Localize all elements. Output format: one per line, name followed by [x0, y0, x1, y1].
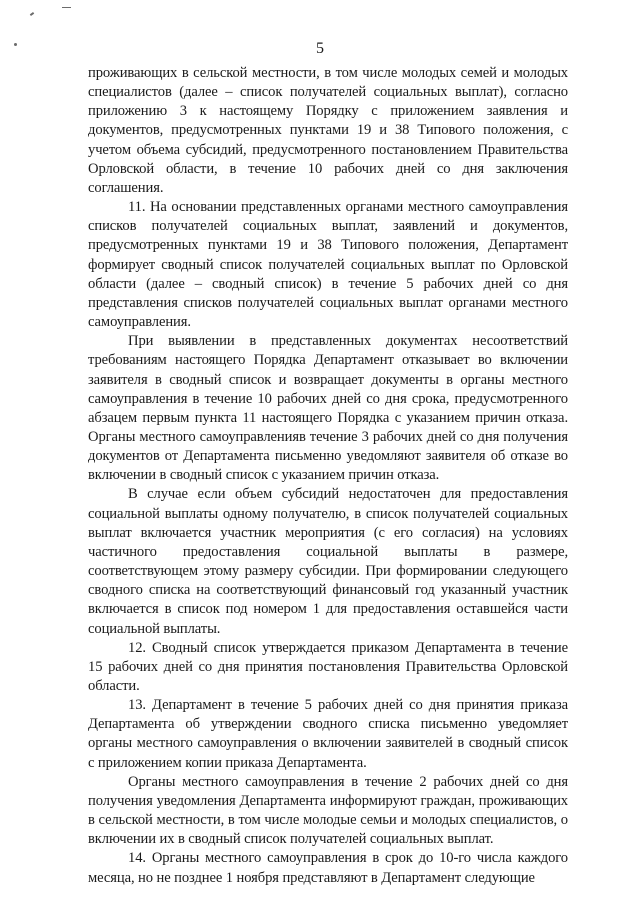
paragraph-insufficient-subsidy: В случае если объем субсидий недостаточен для предоставления социальной выплаты одному получателю, в список получателей социальных выплат включается участник мероприятия (с его согласия) на условиях частичного предоставления социальной выплаты в размере, соответствующем этому размеру субсидии. При формировании следующего сводного списка на соответствующий финансовый год указанный участник включается в список под номером 1 для предоставления оставшейся части социальной выплаты.: [88, 486, 568, 637]
page-number: 5: [316, 40, 324, 57]
paragraph-item-14: 14. Органы местного самоуправления в срок до 10-го числа каждого месяца, но не позднее 1 ноября представляют в Департамент следующие: [88, 850, 568, 886]
paragraph-rejection: При выявлении в представленных документах несоответствий требованиям настоящего Порядка Департамент отказывает во включении заявителя в сводный список и возвращает документы в органы местного самоуправления в течение 10 рабочих дней со дня срока, предусмотренного абзацем первым пункта 11 настоящего Порядка с указанием причин отказа. Органы местного самоуправленияв течение 3 рабочих дней со дня получения документов от Департамента письменно уведомляют заявителя об отказе во включении в сводный список с указанием причин отказа.: [88, 333, 568, 484]
paragraph-continuation: проживающих в сельской местности, в том числе молодых семей и молодых специалистов (далее – список получателей социальных выплат), согласно приложению 3 к настоящему Порядку с приложением заявления и документов, предусмотренных пунктами 19 и 38 Типового положения, с учетом объема субсидий, предусмотренного постановлением Правительства Орловской области, в течение 10 рабочих дней со дня заключения соглашения.: [88, 65, 568, 196]
paragraph-item-12: 12. Сводный список утверждается приказом Департамента в течение 15 рабочих дней со дня принятия постановления Правительства Орловской области.: [88, 639, 568, 694]
paragraph-notification: Органы местного самоуправления в течение 2 рабочих дней со дня получения уведомления Департамента информируют граждан, проживающих в сельской местности, в том числе молодые семьи и молодых специалистов, о включении их в сводный список получателей социальных выплат.: [88, 773, 568, 848]
scan-mark: [62, 7, 71, 8]
scan-mark: [30, 12, 34, 16]
paragraph-item-13: 13. Департамент в течение 5 рабочих дней со дня принятия приказа Департамента об утверждении сводного списка письменно уведомляет органы местного самоуправления о включении заявителей в сводный список с приложением копии приказа Департамента.: [88, 697, 568, 771]
document-body: [88, 64, 568, 888]
paragraph-item-11: 11. На основании представленных органами местного самоуправления списков получателей социальных выплат, заявлений и документов, предусмотренных пунктами 19 и 38 Типового положения, Департамент формирует сводный список получателей социальных выплат по Орловской области (далее – сводный список) в течение 5 рабочих дней со дня представления списков получателей социальных выплат органами местного самоуправления.: [88, 199, 568, 331]
